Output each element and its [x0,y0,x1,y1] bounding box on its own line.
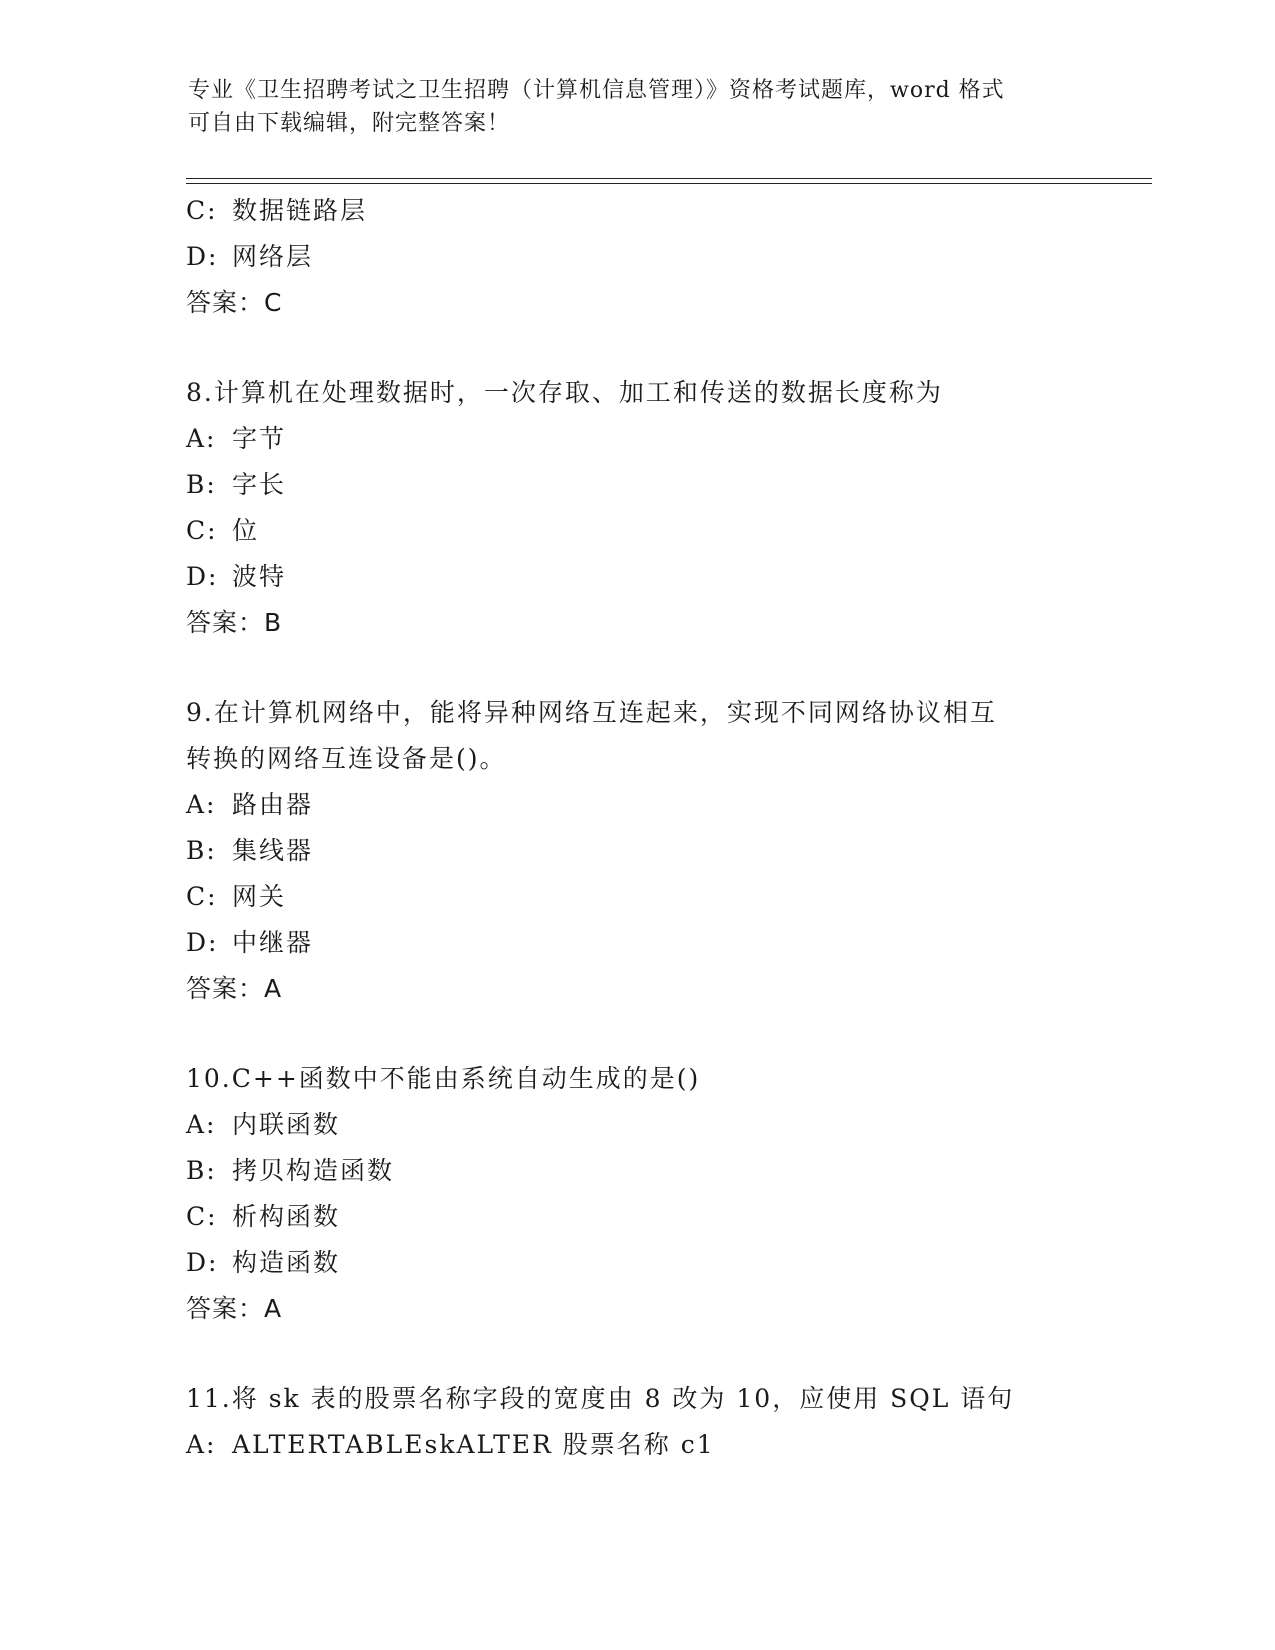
option-letter: D: [186,1248,219,1277]
option-letter: C: [186,1202,218,1231]
option-a [186,1102,1106,1148]
document-header [188,74,1088,140]
option-c [186,188,1106,234]
option-text: 集线器 [232,836,314,865]
question-text: 9.在计算机网络中，能将异种网络互连起来，实现不同网络协议相互 [186,698,997,727]
question-9 [186,690,1106,1012]
option-c [186,508,1106,554]
option-text: 构造函数 [232,1248,341,1277]
option-text: 波特 [232,562,287,591]
option-c [186,874,1106,920]
option-letter: D: [186,928,219,957]
answer: 答案：A [186,974,283,1003]
option-text: 字长 [232,470,287,499]
question-11 [186,1376,1106,1468]
answer: 答案：A [186,1294,283,1323]
option-letter: A: [186,424,217,453]
option-text: 网络层 [232,242,314,271]
option-b [186,462,1106,508]
option-c [186,1194,1106,1240]
question-10 [186,1056,1106,1332]
option-letter: C: [186,882,218,911]
option-letter: A: [186,1110,217,1139]
question-text: 8.计算机在处理数据时，一次存取、加工和传送的数据长度称为 [186,378,943,407]
question-text: 10.C++函数中不能由系统自动生成的是() [186,1064,701,1093]
option-a [186,416,1106,462]
question-text: 11.将 sk 表的股票名称字段的宽度由 8 改为 10，应使用 SQL 语句 [186,1384,1015,1413]
option-text: 中继器 [232,928,314,957]
option-letter: D: [186,242,219,271]
option-text: 字节 [232,424,287,453]
question-text-continued: 转换的网络互连设备是()。 [186,744,507,773]
option-text: ALTERTABLEskALTER 股票名称 c1 [232,1430,715,1459]
option-letter: B: [186,470,217,499]
option-text: 网关 [232,882,287,911]
option-letter: A: [186,1430,217,1459]
question-8 [186,370,1106,646]
option-letter: A: [186,790,217,819]
header-rule-bottom [186,183,1152,184]
question-list [186,188,1106,1468]
option-b [186,828,1106,874]
option-d [186,1240,1106,1286]
option-b [186,1148,1106,1194]
option-text: 位 [232,516,260,545]
option-a [186,782,1106,828]
option-a [186,1422,1106,1468]
option-text: 路由器 [232,790,314,819]
answer: 答案：B [186,608,283,637]
option-text: 内联函数 [232,1110,341,1139]
header-line-1: 专业《卫生招聘考试之卫生招聘（计算机信息管理）》资格考试题库，word 格式 [188,78,1005,103]
answer: 答案：C [186,288,283,317]
option-letter: D: [186,562,219,591]
option-letter: B: [186,836,217,865]
option-letter: C: [186,516,218,545]
option-d [186,234,1106,280]
option-text: 数据链路层 [232,196,368,225]
question-fragment [186,188,1106,326]
header-line-2: 可自由下载编辑，附完整答案！ [188,111,511,136]
header-rule-top [186,178,1152,179]
option-text: 拷贝构造函数 [232,1156,395,1185]
option-text: 析构函数 [232,1202,341,1231]
option-letter: C: [186,196,218,225]
option-d [186,554,1106,600]
option-d [186,920,1106,966]
option-letter: B: [186,1156,217,1185]
